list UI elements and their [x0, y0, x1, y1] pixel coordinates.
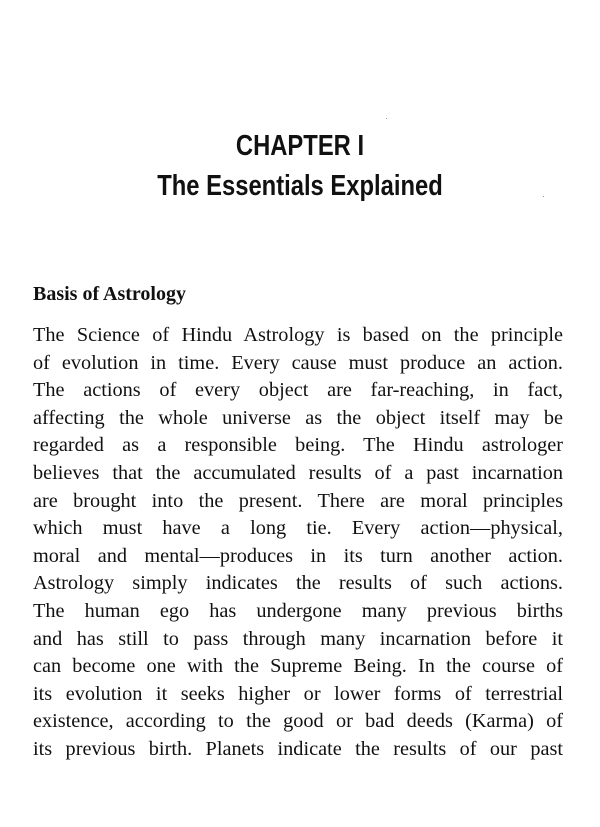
paragraph-line: The Science of Hindu Astrology is based on the principle	[33, 324, 563, 346]
paragraph-line: are brought into the present. There are moral principles	[33, 489, 563, 512]
paragraph-line: its evolution it seeks higher or lower forms of terrestrial	[33, 682, 563, 705]
paragraph-line: affecting the whole universe as the object itself may be	[33, 406, 563, 429]
paragraph-line: existence, according to the good or bad deeds (Karma) of	[33, 710, 563, 733]
paragraph-line: Astrology simply indicates the results of such actions.	[33, 572, 563, 595]
paragraph-line: The human ego has undergone many previous births	[33, 599, 563, 622]
paragraph-line: and has still to pass through many incarnation before it	[33, 627, 563, 650]
paragraph-line: of evolution in time. Every cause must produce an action.	[33, 351, 563, 374]
body-paragraph	[33, 322, 563, 764]
paragraph-line: The actions of every object are far-reaching, in fact,	[33, 379, 563, 402]
chapter-number: CHAPTER I	[235, 130, 365, 162]
chapter-title: The Essentials Explained	[157, 170, 443, 202]
scan-speck	[386, 118, 387, 119]
paragraph-line: which must have a long tie. Every action—physical,	[33, 517, 563, 540]
paragraph-line: its previous birth. Planets indicate the results of our past	[33, 737, 563, 760]
section-heading: Basis of Astrology	[33, 283, 186, 305]
paragraph-line: moral and mental—produces in its turn another action.	[33, 544, 563, 567]
paragraph-line: believes that the accumulated results of a past incarnation	[33, 461, 563, 484]
paragraph-line: regarded as a responsible being. The Hindu astrologer	[33, 434, 563, 457]
paragraph-line: can become one with the Supreme Being. In the course of	[33, 655, 563, 678]
